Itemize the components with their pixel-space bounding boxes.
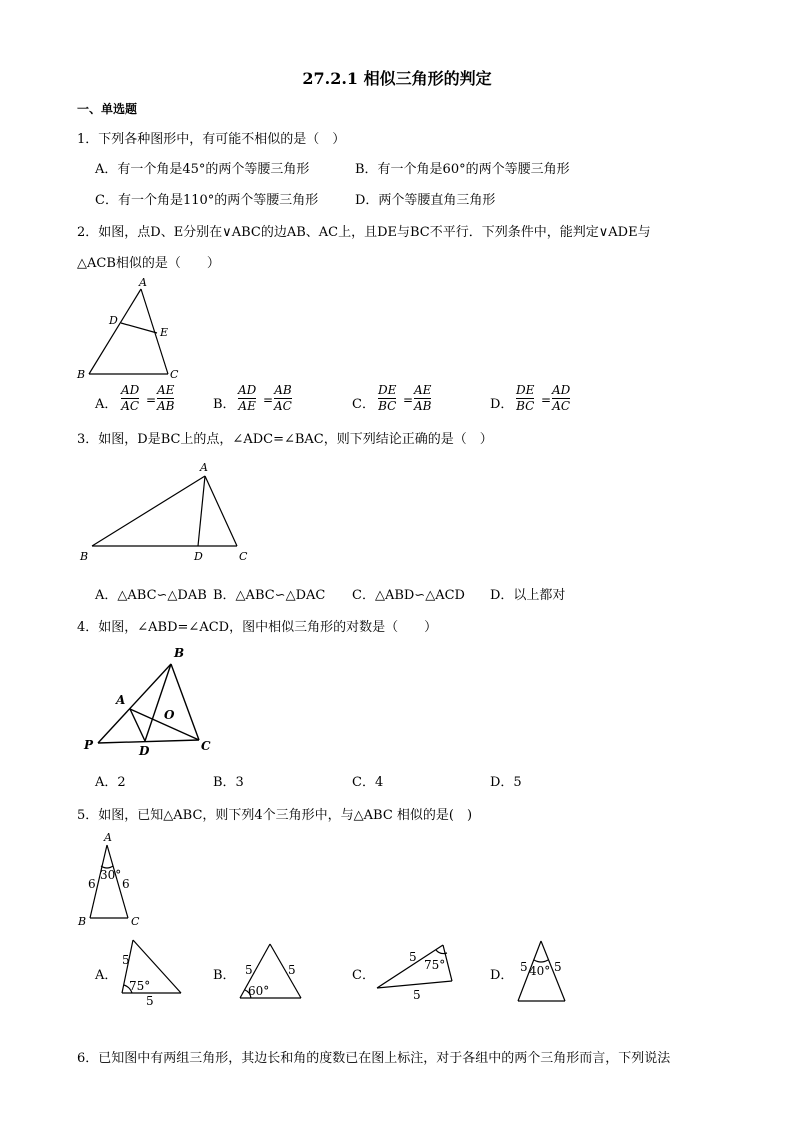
q5-label-a: A (104, 831, 112, 844)
q5-b-side1: 5 (245, 963, 253, 977)
q3-option-d: D．以上都对 (490, 588, 566, 603)
q4-stem: 4．如图，∠ABD=∠ACD，图中相似三角形的对数是（ ） (77, 620, 438, 635)
q2-label-c: C (170, 368, 179, 381)
denominator: AE (238, 399, 256, 413)
q5-c-side1: 5 (409, 950, 417, 964)
denominator: AB (414, 399, 432, 413)
q5-label-c: C (131, 915, 140, 928)
q2-label-b: B (77, 368, 86, 381)
q3-label-c: C (239, 550, 248, 563)
q4-option-d: D．5 (490, 775, 522, 790)
denominator: AC (552, 399, 571, 413)
q4-option-a: A．2 (95, 775, 126, 790)
q2-stem-line1: 2．如图，点D、E分别在∨ABC的边AB、AC上，且DE与BC不平行．下列条件中，能判定∨ADE与 (77, 225, 651, 240)
denominator: BC (378, 399, 397, 413)
numerator: AD (121, 383, 140, 397)
q5-a-side2: 5 (146, 994, 154, 1008)
denominator: AC (121, 399, 140, 413)
numerator: AD (238, 383, 257, 397)
q3-option-c: C．△ABD∽△ACD (352, 588, 465, 603)
numerator: AE (414, 383, 432, 397)
q1-stem: 1．下列各种图形中，有可能不相似的是（ ） (77, 132, 346, 147)
q5-label-b: B (78, 915, 87, 928)
q5-d-side2: 5 (554, 960, 562, 974)
q5-a-angle: 75° (129, 979, 151, 993)
denominator: BC (516, 399, 535, 413)
q5-option-a-label: A． (95, 968, 118, 983)
section-heading: 一、单选题 (77, 102, 138, 116)
q1-option-c: C．有一个角是110°的两个等腰三角形 (95, 193, 319, 208)
q3-label-a: A (200, 461, 208, 474)
q4-label-o: O (164, 708, 175, 722)
q5-c-side2: 5 (413, 988, 421, 1002)
q1-option-b: B．有一个角是60°的两个等腰三角形 (355, 162, 570, 177)
q5-a-side1: 5 (122, 953, 130, 967)
q2-option-d-eq: = (541, 393, 552, 407)
q3-label-d: D (194, 550, 203, 563)
q2-option-a-label: A． (95, 397, 118, 412)
numerator: AD (552, 383, 571, 397)
q5-angle: 30° (100, 868, 122, 882)
q6-stem: 6．已知图中有两组三角形，其边长和角的度数已在图上标注，对于各组中的两个三角形而言，下列说法 (77, 1051, 671, 1066)
q2-option-a-eq: = (146, 393, 157, 407)
q2-option-d-label: D． (490, 397, 514, 412)
numerator: DE (516, 383, 535, 397)
q5-d-angle: 40° (529, 964, 551, 978)
q5-side-right: 6 (122, 877, 130, 891)
q4-label-d: D (139, 744, 150, 758)
q4-option-c: C．4 (352, 775, 384, 790)
q2-label-d: D (109, 314, 118, 327)
numerator: AE (157, 383, 175, 397)
q4-label-b: B (174, 646, 185, 660)
q5-option-d-label: D． (490, 968, 514, 983)
denominator: AC (274, 399, 292, 413)
q5-b-side2: 5 (288, 963, 296, 977)
numerator: AB (274, 383, 292, 397)
q5-option-c-label: C． (352, 968, 375, 983)
q3-stem: 3．如图，D是BC上的点，∠ADC=∠BAC，则下列结论正确的是（ ） (77, 432, 493, 447)
q4-label-c: C (201, 739, 211, 753)
q4-label-p: P (84, 738, 94, 752)
q5-option-b-label: B． (213, 968, 236, 983)
q2-option-c-eq: = (403, 393, 414, 407)
denominator: AB (157, 399, 175, 413)
q1-option-a: A．有一个角是45°的两个等腰三角形 (95, 162, 310, 177)
q3-label-b: B (80, 550, 89, 563)
q1-option-d: D．两个等腰直角三角形 (355, 193, 496, 208)
q5-b-angle: 60° (248, 984, 270, 998)
q2-stem-line2: △ACB相似的是（ ） (77, 256, 220, 271)
q2-option-b-eq: = (263, 393, 274, 407)
q4-option-b: B．3 (213, 775, 244, 790)
numerator: DE (378, 383, 397, 397)
q2-option-c-label: C． (352, 397, 375, 412)
q5-side-left: 6 (88, 877, 96, 891)
page-title: 27.2.1 相似三角形的判定 (302, 69, 492, 88)
q5-stem: 5．如图，已知△ABC，则下列4个三角形中，与△ABC 相似的是( ) (77, 808, 473, 823)
q5-d-side1: 5 (520, 960, 528, 974)
q3-option-a: A．△ABC∽△DAB (95, 588, 207, 603)
q2-label-e: E (160, 326, 169, 339)
q2-option-b-label: B． (213, 397, 236, 412)
q4-label-a: A (116, 693, 126, 707)
q3-option-b: B．△ABC∽△DAC (213, 588, 326, 603)
q5-c-angle: 75° (424, 958, 446, 972)
q2-label-a: A (139, 276, 147, 289)
